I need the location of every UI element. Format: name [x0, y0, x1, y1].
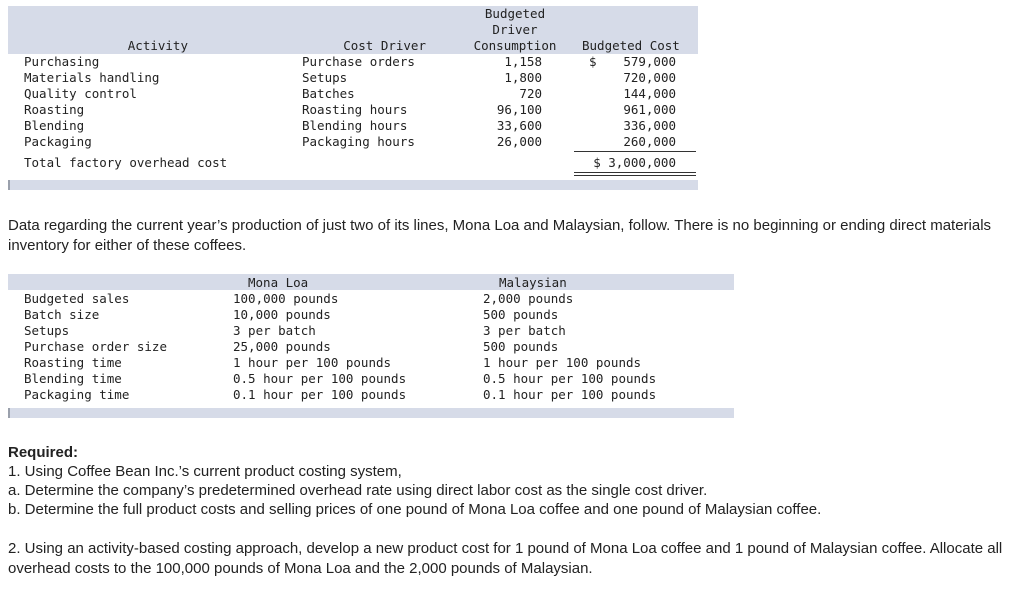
question-1: 1. Using Coffee Bean Inc.’s current product costing system, [8, 463, 402, 480]
mona-loa-cell: 0.5 hour per 100 pounds [233, 371, 407, 386]
total-value: $ 3,000,000 [593, 155, 676, 170]
driver-cell: Roasting hours [302, 102, 408, 117]
consumption-cell: 720 [519, 86, 542, 101]
cost-cell: 961,000 [623, 102, 676, 117]
total-label: Total factory overhead cost [24, 155, 228, 170]
driver-cell: Purchase orders [302, 54, 415, 69]
header-activity: Activity [127, 38, 188, 53]
consumption-cell: 96,100 [496, 102, 542, 117]
question-1b: b. Determine the full product costs and selling prices of one pound of Mona Loa coffee and one pound of Malaysian coffee. [8, 501, 822, 518]
table-footer-band [8, 180, 698, 190]
table-footer-band [8, 408, 734, 418]
total-double-underline-top [574, 172, 696, 173]
malaysian-cell: 1 hour per 100 pounds [483, 355, 642, 370]
currency-cell: $ [589, 54, 597, 69]
header-mona-loa: Mona Loa [248, 275, 309, 290]
mona-loa-cell: 1 hour per 100 pounds [233, 355, 392, 370]
cost-cell: 336,000 [623, 118, 676, 133]
consumption-cell: 1,800 [504, 70, 542, 85]
row-label: Roasting time [24, 355, 122, 370]
activity-cell: Packaging [24, 134, 92, 149]
malaysian-cell: 500 pounds [483, 307, 559, 322]
header-budgeted-cost: Budgeted Cost [582, 38, 680, 53]
question-1a: a. Determine the company’s predetermined overhead rate using direct labor cost as the single cost driver. [8, 482, 708, 499]
activity-cell: Blending [24, 118, 85, 133]
intro-paragraph: Data regarding the current year’s production of just two of its lines, Mona Loa and Malaysian, follow. There is no beginning or ending direct materials inventory for either of these coffees. [8, 217, 992, 254]
row-label: Blending time [24, 371, 122, 386]
subtotal-underline [574, 151, 696, 152]
row-label: Packaging time [24, 387, 130, 402]
mona-loa-cell: 100,000 pounds [233, 291, 339, 306]
consumption-cell: 33,600 [496, 118, 542, 133]
malaysian-cell: 3 per batch [483, 323, 566, 338]
header-consumption-line3: Consumption [473, 38, 557, 53]
required-heading: Required: [8, 444, 79, 461]
activity-cell: Roasting [24, 102, 85, 117]
cost-cell: 260,000 [623, 134, 676, 149]
activity-cell: Quality control [24, 86, 137, 101]
header-malaysian: Malaysian [499, 275, 567, 290]
row-label: Budgeted sales [24, 291, 130, 306]
consumption-cell: 26,000 [496, 134, 542, 149]
mona-loa-cell: 0.1 hour per 100 pounds [233, 387, 407, 402]
consumption-cell: 1,158 [504, 54, 542, 69]
mona-loa-cell: 10,000 pounds [233, 307, 331, 322]
row-label: Batch size [24, 307, 100, 322]
header-consumption-line1: Budgeted [484, 6, 546, 21]
row-label: Purchase order size [24, 339, 167, 354]
total-double-underline-bottom [574, 175, 696, 176]
activity-cell: Materials handling [24, 70, 160, 85]
row-label: Setups [24, 323, 70, 338]
header-cost-driver: Cost Driver [343, 38, 426, 53]
activity-cell: Purchasing [24, 54, 100, 69]
cost-cell: 579,000 [623, 54, 676, 69]
mona-loa-cell: 25,000 pounds [233, 339, 331, 354]
mona-loa-cell: 3 per batch [233, 323, 316, 338]
malaysian-cell: 0.5 hour per 100 pounds [483, 371, 657, 386]
cost-cell: 720,000 [623, 70, 676, 85]
question-2: 2. Using an activity-based costing approach, develop a new product cost for 1 pound of Mona Loa coffee and 1 pound of Malaysian coffee. Allocate all overhead costs to the 100,000 pounds of Mona Loa and the 2,000 pounds of Malaysian. [8, 540, 1003, 577]
driver-cell: Batches [302, 86, 355, 101]
cost-cell: 144,000 [623, 86, 676, 101]
malaysian-cell: 2,000 pounds [483, 291, 574, 306]
driver-cell: Setups [302, 70, 348, 85]
header-consumption-line2: Driver [492, 22, 538, 37]
driver-cell: Packaging hours [302, 134, 415, 149]
driver-cell: Blending hours [302, 118, 408, 133]
malaysian-cell: 0.1 hour per 100 pounds [483, 387, 657, 402]
table-header-band [8, 274, 734, 290]
malaysian-cell: 500 pounds [483, 339, 559, 354]
